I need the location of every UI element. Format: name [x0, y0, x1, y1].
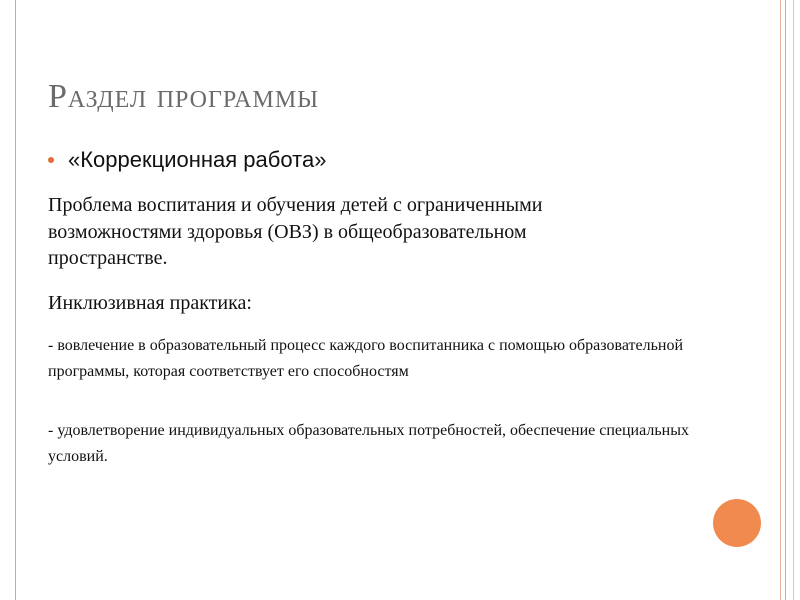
- paragraph-involvement: - вовлечение в образовательный процесс каждого воспитанника с помощью образовательной программы, которая соответствует его способностям: [48, 337, 684, 380]
- bullet-dot-icon: [48, 157, 54, 163]
- paragraph-inclusive-practice: Инклюзивная практика:: [48, 292, 252, 314]
- paragraph-needs: - удовлетворение индивидуальных образовательных потребностей, обеспечение специальных условий.: [48, 422, 689, 465]
- slide-title: Раздел программы: [48, 78, 320, 115]
- paragraph-problem: Проблема воспитания и обучения детей с ограниченными возможностями здоровья (ОВЗ) в общеобразовательном пространстве.: [48, 194, 543, 270]
- decorative-line: [780, 0, 781, 600]
- bullet-text: «Коррекционная работа»: [68, 147, 327, 172]
- orange-circle-icon: [713, 499, 761, 547]
- decorative-line: [793, 0, 794, 600]
- bullet-item: [48, 147, 326, 173]
